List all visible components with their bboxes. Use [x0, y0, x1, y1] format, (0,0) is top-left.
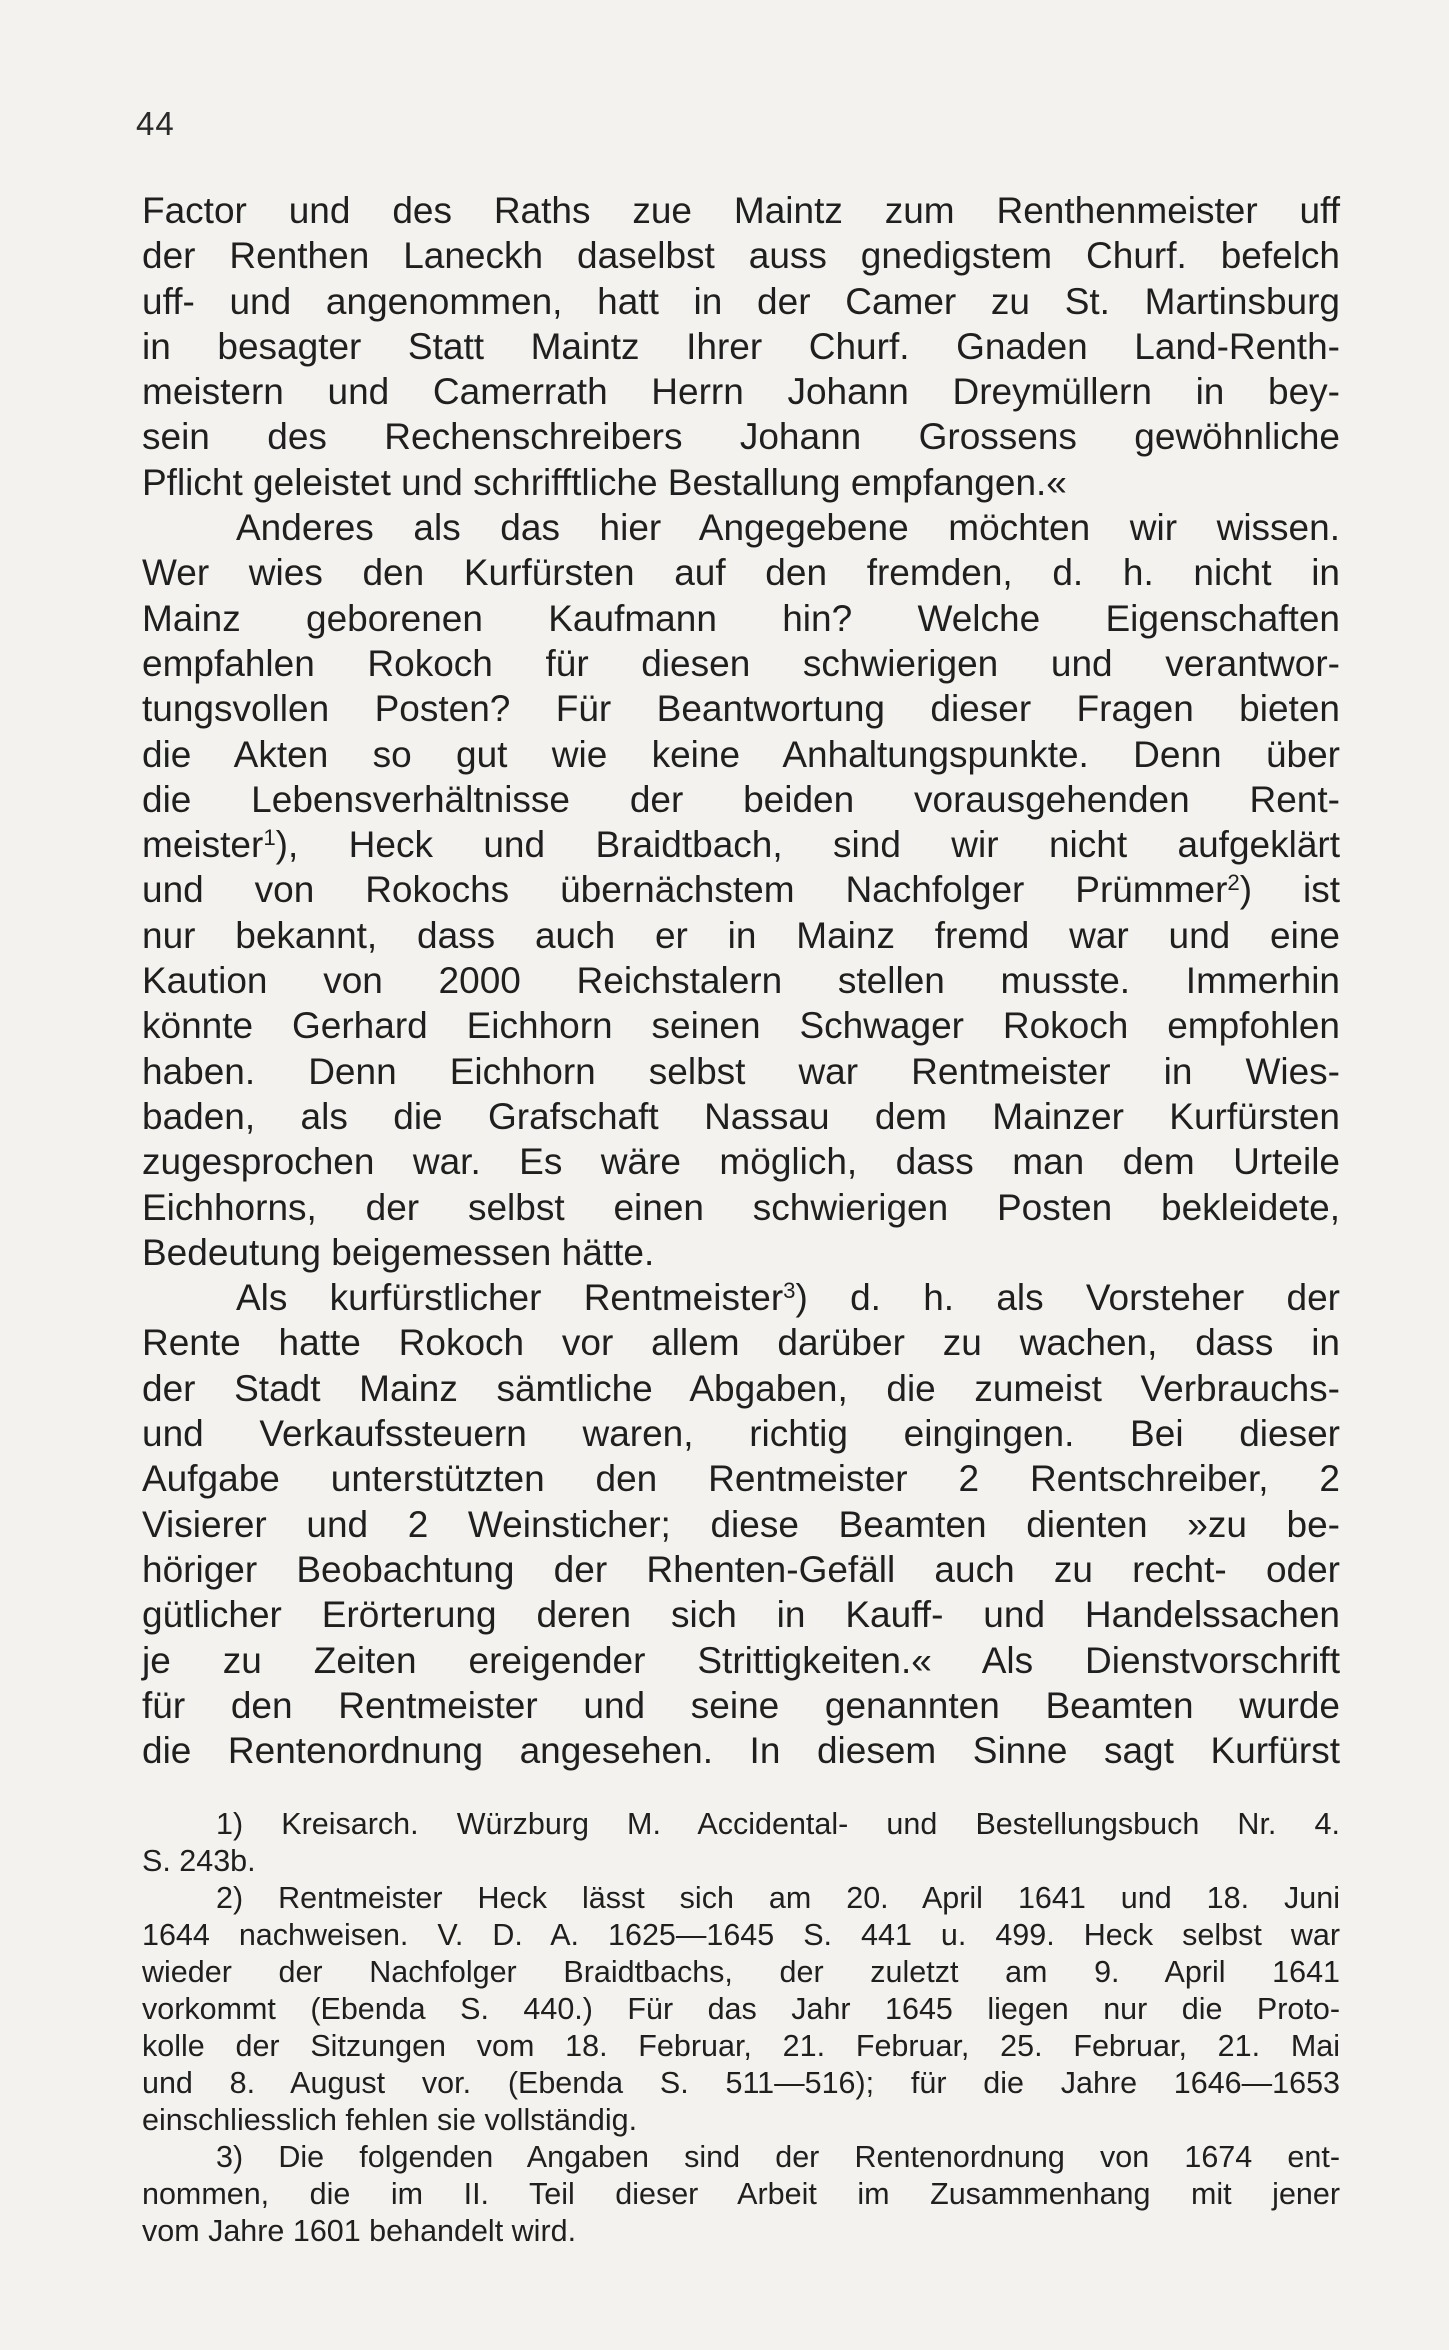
footnote-3: 3) Die folgenden Angaben sind der Rentenordnung von 1674 ent-: [216, 2140, 1340, 2174]
text-line: Eichhorns, der selbst einen schwierigen Posten bekleidete,: [142, 1186, 1340, 1228]
main-text: [142, 188, 1340, 1773]
footnote-line: vom Jahre 1601 behandelt wird.: [142, 2214, 577, 2248]
text-line: Wer wies den Kurfürsten auf den fremden, d. h. nicht in: [142, 552, 1340, 594]
text-line: der Renthen Laneckh daselbst auss gnedigstem Churf. befelch: [142, 235, 1340, 277]
text-line: die Rentenordnung angesehen. In diesem Sinne sagt Kurfürst: [142, 1730, 1340, 1772]
footnote-line: vorkommt (Ebenda S. 440.) Für das Jahr 1645 liegen nur die Proto-: [142, 1992, 1340, 2026]
text-line: für den Rentmeister und seine genannten Beamten wurde: [142, 1684, 1340, 1726]
text-line: in besagter Statt Maintz Ihrer Churf. Gnaden Land-Renth-: [142, 325, 1340, 367]
text-line: tungsvollen Posten? Für Beantwortung dieser Fragen bieten: [142, 688, 1340, 730]
footnote-line: 1644 nachweisen. V. D. A. 1625—1645 S. 441 u. 499. Heck selbst war: [142, 1918, 1340, 1952]
text-segment: meister: [142, 824, 264, 866]
text-line: empfahlen Rokoch für diesen schwierigen und verantwor-: [142, 642, 1340, 684]
text-line: und Verkaufssteuern waren, richtig eingingen. Bei dieser: [142, 1413, 1340, 1455]
footnote-line: kolle der Sitzungen vom 18. Februar, 21. Februar, 25. Februar, 21. Mai: [142, 2029, 1340, 2063]
text-segment: ) ist: [1239, 869, 1340, 911]
text-segment: Als kurfürstlicher Rentmeister: [236, 1277, 784, 1319]
footnote-line: und 8. August vor. (Ebenda S. 511—516); für die Jahre 1646—1653: [142, 2066, 1340, 2100]
footnote-1: 1) Kreisarch. Würzburg M. Accidental- und Bestellungsbuch Nr. 4.: [216, 1807, 1340, 1841]
paragraph-start-line: [142, 1275, 1340, 1320]
footnote-line: wieder der Nachfolger Braidtbachs, der zuletzt am 9. April 1641: [142, 1955, 1340, 1989]
text-line: gütlicher Erörterung deren sich in Kauff- und Handelssachen: [142, 1594, 1340, 1636]
text-line: [142, 822, 1340, 867]
text-line: Factor und des Raths zue Maintz zum Renthenmeister uff: [142, 190, 1340, 231]
text-line: je zu Zeiten ereigender Strittigkeiten.« Als Dienstvorschrift: [142, 1639, 1340, 1681]
text-line: [142, 867, 1340, 912]
text-line: höriger Beobachtung der Rhenten-Gefäll auch zu recht- oder: [142, 1548, 1340, 1590]
footnote-ref-3: 3: [783, 1277, 796, 1303]
text-line: Pflicht geleistet und schrifftliche Bestallung empfangen.«: [142, 461, 1067, 503]
text-line: zugesprochen war. Es wäre möglich, dass man dem Urteile: [142, 1141, 1340, 1183]
text-segment: und von Rokochs übernächstem Nachfolger Prümmer: [142, 869, 1228, 911]
footnote-line: einschliesslich fehlen sie vollständig.: [142, 2103, 638, 2137]
text-line: haben. Denn Eichhorn selbst war Rentmeister in Wies-: [142, 1050, 1340, 1092]
text-line: die Akten so gut wie keine Anhaltungspunkte. Denn über: [142, 733, 1340, 775]
text-line: Mainz geborenen Kaufmann hin? Welche Eigenschaften: [142, 597, 1340, 639]
text-line: nur bekannt, dass auch er in Mainz fremd war und eine: [142, 914, 1340, 956]
paragraph-start-line: Anderes als das hier Angegebene möchten wir wissen.: [236, 507, 1340, 549]
footnote-ref-2: 2: [1227, 870, 1240, 896]
text-line: sein des Rechenschreibers Johann Grossens gewöhnliche: [142, 416, 1340, 458]
text-line: die Lebensverhältnisse der beiden vorausgehenden Rent-: [142, 778, 1340, 820]
footnotes: [142, 1806, 1340, 2250]
text-line: könnte Gerhard Eichhorn seinen Schwager Rokoch empfohlen: [142, 1005, 1340, 1047]
text-segment: ) d. h. als Vorsteher der: [795, 1277, 1340, 1319]
text-line: Bedeutung beigemessen hätte.: [142, 1231, 655, 1273]
footnote-line: S. 243b.: [142, 1844, 256, 1878]
text-line: baden, als die Grafschaft Nassau dem Mainzer Kurfürsten: [142, 1095, 1340, 1137]
text-line: uff- und angenommen, hatt in der Camer zu St. Martinsburg: [142, 280, 1340, 322]
text-line: der Stadt Mainz sämtliche Abgaben, die zumeist Verbrauchs-: [142, 1367, 1340, 1409]
text-line: meistern und Camerrath Herrn Johann Dreymüllern in bey-: [142, 371, 1340, 413]
text-line: Kaution von 2000 Reichstalern stellen musste. Immerhin: [142, 960, 1340, 1002]
footnote-line: nommen, die im II. Teil dieser Arbeit im Zusammenhang mit jener: [142, 2177, 1340, 2211]
text-line: Rente hatte Rokoch vor allem darüber zu wachen, dass in: [142, 1322, 1340, 1364]
text-segment: ), Heck und Braidtbach, sind wir nicht aufgeklärt: [275, 824, 1340, 866]
footnote-2: 2) Rentmeister Heck lässt sich am 20. April 1641 und 18. Juni: [216, 1881, 1340, 1915]
footnote-ref-1: 1: [263, 824, 276, 850]
text-line: Aufgabe unterstützten den Rentmeister 2 Rentschreiber, 2: [142, 1458, 1340, 1500]
page-number: 44: [136, 105, 175, 142]
text-line: Visierer und 2 Weinsticher; diese Beamten dienten »zu be-: [142, 1503, 1340, 1545]
